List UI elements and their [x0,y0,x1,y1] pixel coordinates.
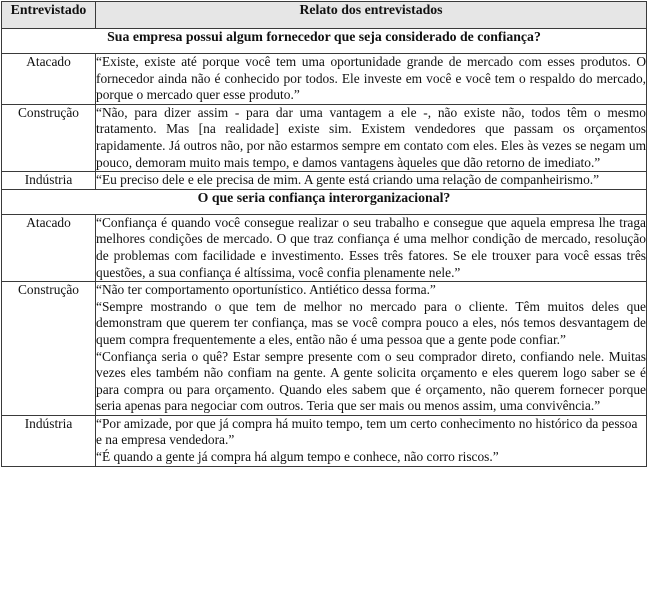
table-row [2,282,647,416]
quote-text: “Por amizade, por que já compra há muito tempo, tem um certo conhecimento no histórico da pessoa e na empresa vendedora.” [96,415,638,448]
question-row [2,29,647,54]
quote-cell [96,214,647,281]
table-row [2,54,647,105]
interviewee-cell: Construção [2,104,96,171]
quote-text: “Não ter comportamento oportunístico. Antiético dessa forma.” [96,282,436,298]
interviewee-cell: Atacado [2,214,96,281]
question-row [2,189,647,214]
quote-cell [96,172,647,190]
quote-cell [96,104,647,171]
interviewee-cell: Atacado [2,54,96,105]
header-report: Relato dos entrevistados [96,2,647,29]
quote-text: “Não, para dizer assim - para dar uma vantagem a ele -, não existe não, todos têm o mesmo tratamento. Mas [na realidade] existe sim. Existem vendedores que passam os orçamentos rapidamente. Já outros não, por não estarmos sempre em contato com eles. Eles às vezes se negam um pouco, demoram muito mais tempo, e damos vantagens àqueles que dão retorno de imediato.” [96,104,646,170]
header-interviewee: Entrevistado [2,2,96,29]
quote-text: “Sempre mostrando o que tem de melhor no mercado para o cliente. Têm muitos deles que demonstram que querem ter confiança, mas se você compra pouco a eles, nós temos desvantagem de quem compra frequentemente a eles, então não é uma pessoa que a gente pode confiar.” [96,298,646,347]
header-row [2,2,647,29]
interviewee-cell: Construção [2,282,96,416]
quote-text: “Eu preciso dele e ele precisa de mim. A gente está criando uma relação de companheirismo.” [96,172,600,188]
quote-cell [96,415,647,466]
table-row [2,415,647,466]
interviewee-cell: Indústria [2,415,96,466]
table-row [2,172,647,190]
quote-cell [96,282,647,416]
quote-text: “Confiança é quando você consegue realizar o seu trabalho e consegue que aquela empresa lhe traga melhores condições de mercado. O que traz confiança é uma melhor condição de mercado, resolução de problemas com facilidade e investimento. Esses três fatores. Se ele trouxer para você essas três questões, a sua confiança é altíssima, você confia plenamente nele.” [96,214,646,280]
quote-text: “Existe, existe até porque você tem uma oportunidade grande de mercado com esses produtos. O fornecedor ainda não é conhecido por todos. Ele investe em você e você tem o respaldo do mercado, porque o mercado quer esse produto.” [96,54,646,103]
quote-cell [96,54,647,105]
quote-text: “Confiança seria o quê? Estar sempre presente com o seu comprador direto, confiando nele. Muitas vezes eles também não confiam na gente. A gente solicita orçamento e eles querem logo saber se é para compra ou para orçamento. Quando eles sabem que é orçamento, não querem fornecer porque seria apenas para negociar com outros. Teria que ser mais ou menos assim, uma convivência.” [96,348,646,414]
table-row [2,104,647,171]
question-text: O que seria confiança interorganizacional? [2,189,647,214]
question-text: Sua empresa possui algum fornecedor que seja considerado de confiança? [2,29,647,54]
table-row [2,214,647,281]
quote-text: “É quando a gente já compra há algum tempo e conhece, não corro riscos.” [96,449,499,465]
interview-table [1,1,647,467]
interviewee-cell: Indústria [2,172,96,190]
